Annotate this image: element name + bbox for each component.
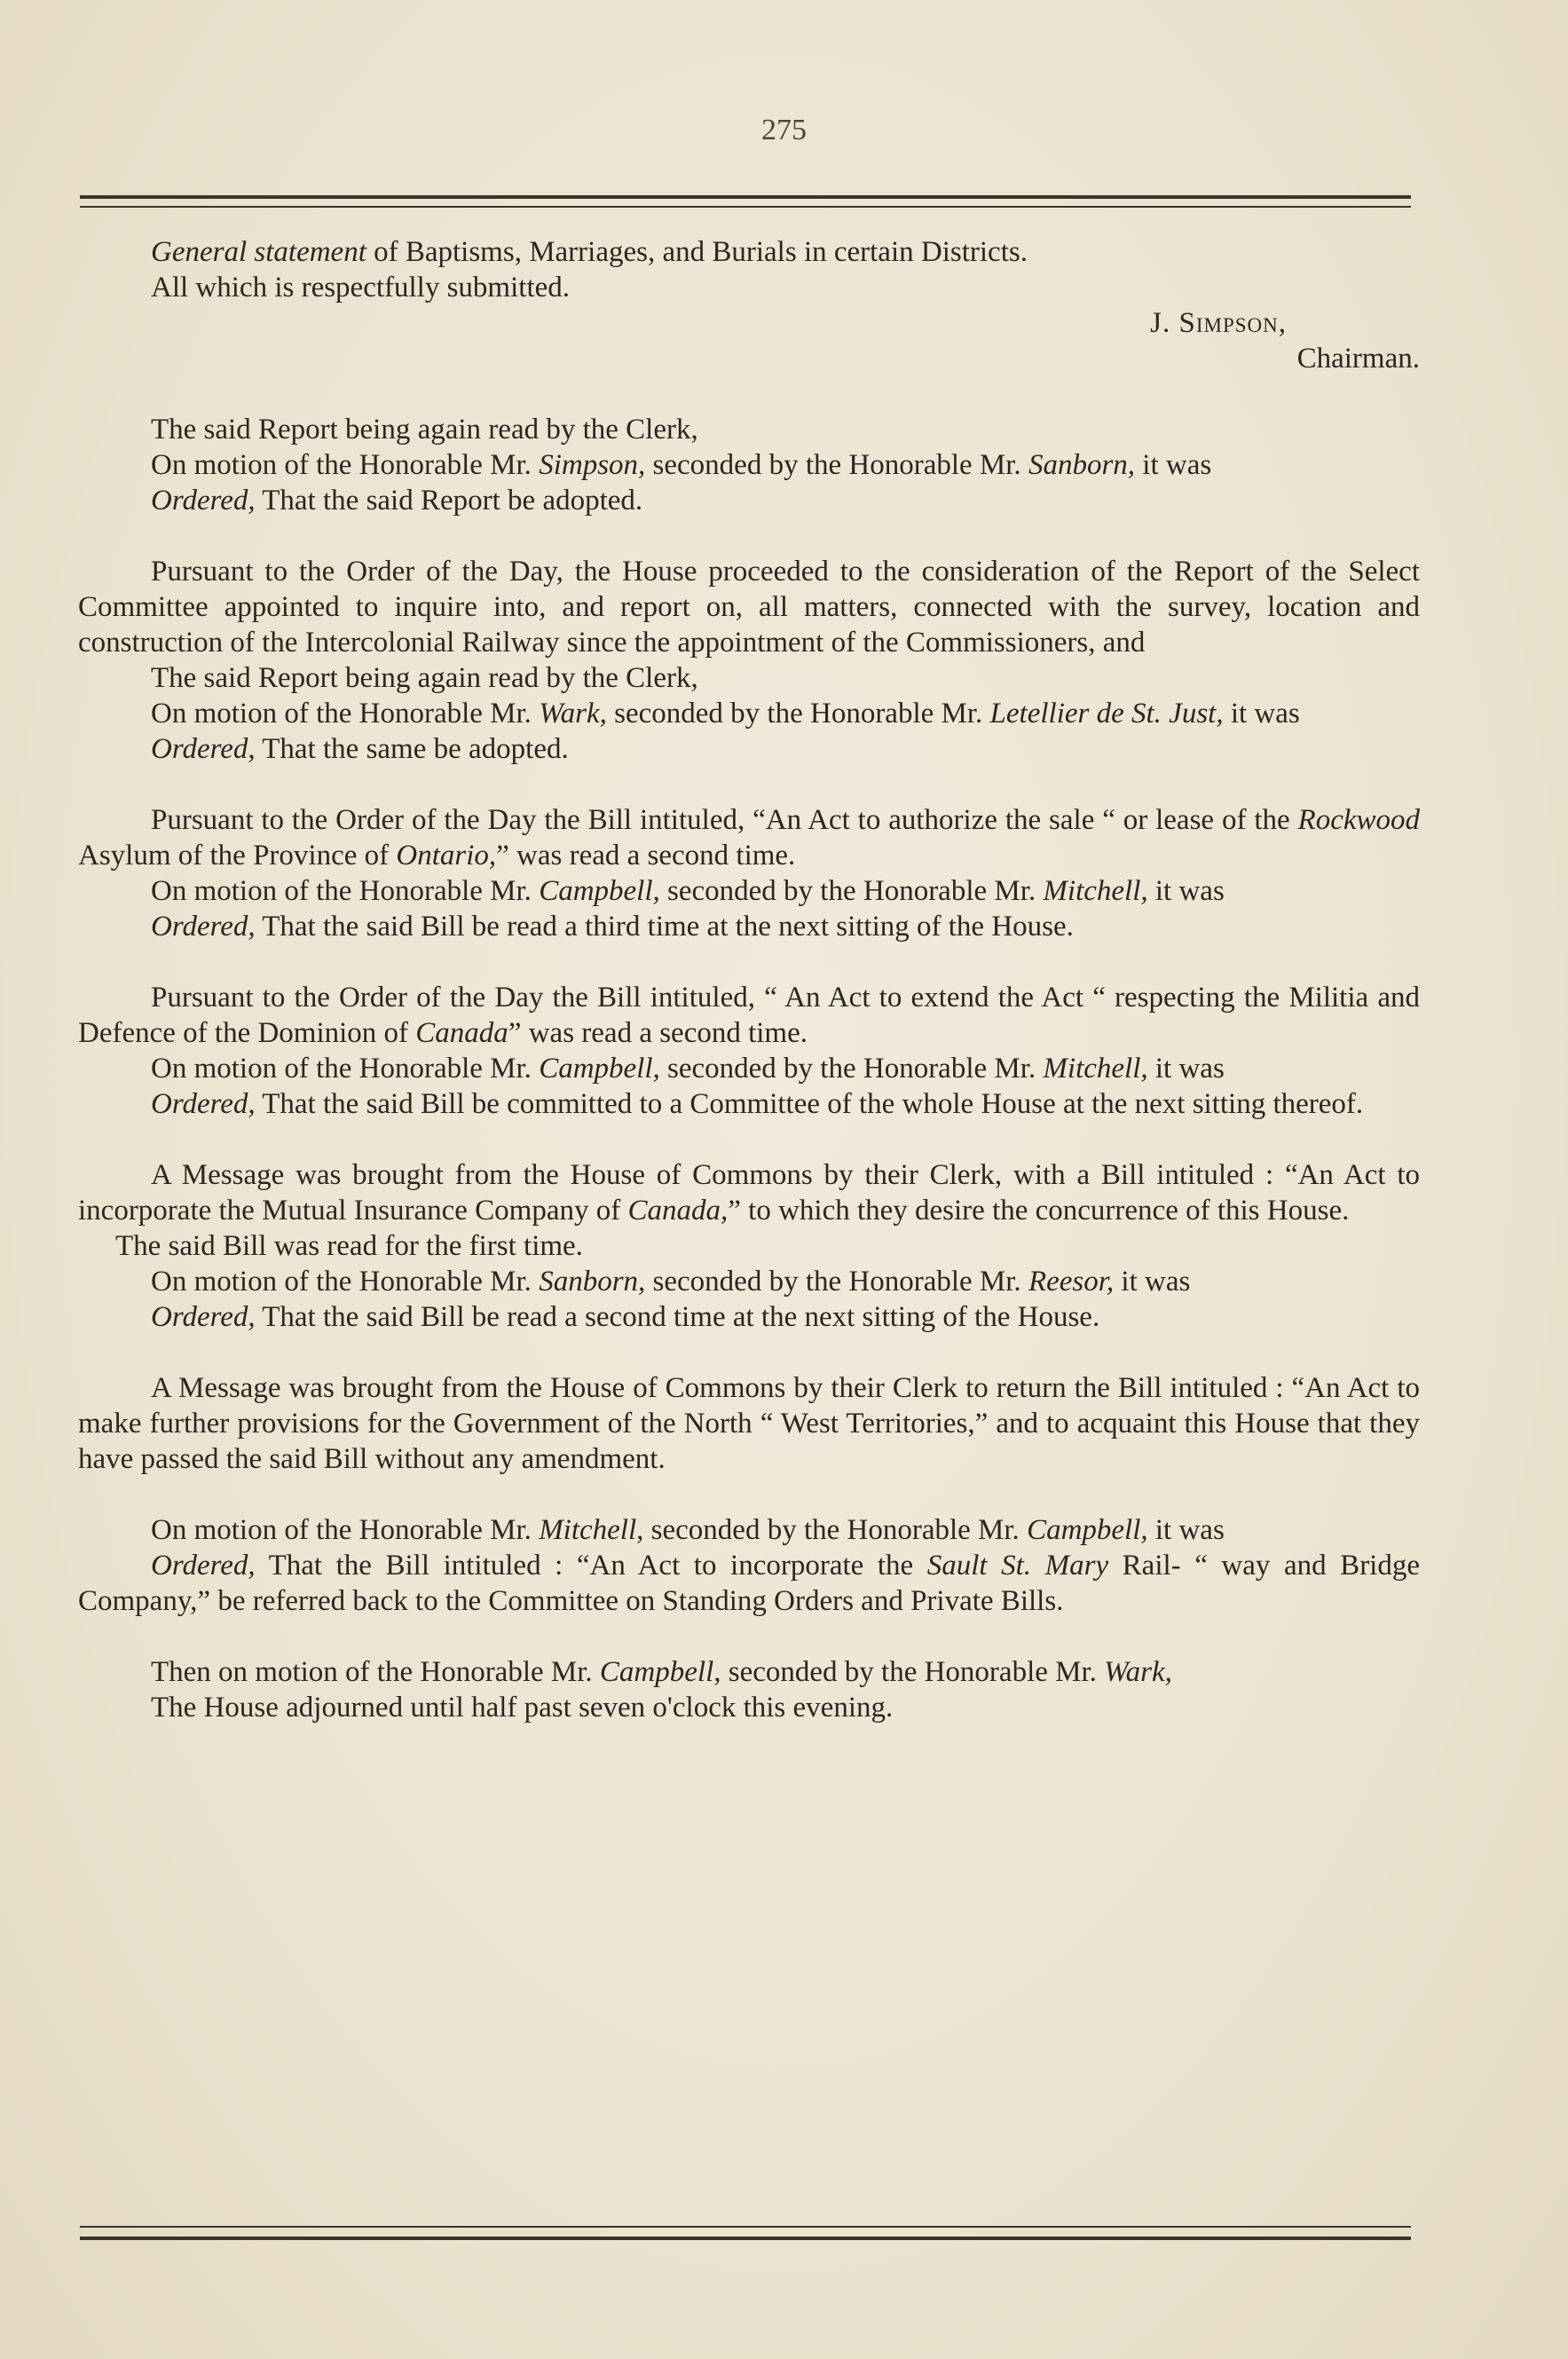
entry-adjournment [78,1654,1420,1725]
top-rule-thin [80,206,1411,208]
signature-title: Chairman. [1296,343,1420,375]
motion-paragraph: On motion of the Honorable Mr. Mitchell, seconded by the Honorable Mr. Campbell, it was [151,1514,1225,1546]
paragraph: The House adjourned until half past seven o'clock this evening. [151,1692,894,1724]
paragraph: A Message was brought from the House of Commons by their Clerk to return the Bill intituled : “An Act to make further provisions for the Government of the North “ West Territories,” and to acquaint this House that they have passed the said Bill without any amendment. [78,1372,1420,1475]
motion-paragraph: On motion of the Honorable Mr. Wark, seconded by the Honorable Mr. Letellier de St. Just, it was [151,698,1300,730]
signature-name: J. Simpson, [1150,307,1287,339]
motion-paragraph: On motion of the Honorable Mr. Campbell, seconded by the Honorable Mr. Mitchell, it was [151,1053,1225,1085]
motion-paragraph: On motion of the Honorable Mr. Campbell, seconded by the Honorable Mr. Mitchell, it was [151,875,1225,907]
paragraph: The said Bill was read for the first time. [115,1230,583,1262]
report-conclusion [78,234,1420,376]
bottom-rule-thin [80,2226,1411,2228]
order-paragraph: Ordered, That the said Bill be read a third time at the next sitting of the House. [151,911,1074,943]
entry-insurance-bill [78,1157,1420,1335]
page-body [78,234,1420,1761]
motion-paragraph: On motion of the Honorable Mr. Sanborn, seconded by the Honorable Mr. Reesor, it was [151,1266,1191,1298]
paragraph: Pursuant to the Order of the Day the Bill intituled, “An Act to authorize the sale “ or lease of the Rockwood Asylum of the Province of Ontario,” was read a second time. [78,804,1420,872]
entry-report-adopted [78,412,1420,518]
order-paragraph: Ordered, That the Bill intituled : “An Act to incorporate the Sault St. Mary Rail- “ way and Bridge Company,” be referred back to the Committee on Standing Orders and Private Bills. [78,1550,1420,1617]
order-paragraph: Ordered, That the said Bill be committed to a Committee of the whole House at the next sitting thereof. [151,1088,1364,1120]
motion-paragraph: On motion of the Honorable Mr. Simpson, seconded by the Honorable Mr. Sanborn, it was [151,449,1212,481]
order-paragraph: Ordered, That the said Bill be read a second time at the next sitting of the House. [151,1301,1100,1333]
paragraph: A Message was brought from the House of Commons by their Clerk, with a Bill intituled : “An Act to incorporate the Mutual Insurance Company of Canada,” to which they desire the concurrence of this House. [78,1159,1420,1227]
page-number: 275 [761,114,807,146]
entry-north-west-bill [78,1370,1420,1477]
top-rule-thick [80,195,1411,199]
motion-paragraph: Then on motion of the Honorable Mr. Campbell, seconded by the Honorable Mr. Wark, [151,1656,1172,1688]
order-paragraph: Ordered, That the said Report be adopted. [151,485,643,517]
paragraph: Pursuant to the Order of the Day the Bill intituled, “ An Act to extend the Act “ respecting the Militia and Defence of the Dominion of Canada” was read a second time. [78,982,1420,1049]
entry-rockwood-bill [78,802,1420,944]
entry-militia-bill [78,980,1420,1122]
order-paragraph: Ordered, That the same be adopted. [151,733,569,765]
paragraph: The said Report being again read by the Clerk, [151,662,698,694]
statement-line: General statement of Baptisms, Marriages, and Burials in certain Districts. [151,236,1028,268]
submission-line: All which is respectfully submitted. [151,272,571,304]
bottom-rule-thick [80,2237,1411,2240]
entry-intercolonial-report [78,554,1420,767]
entry-sault-st-mary-bill [78,1512,1420,1619]
paragraph: Pursuant to the Order of the Day, the House proceeded to the consideration of the Report of the Select Committee appointed to inquire into, and report on, all matters, connected with the survey, location and construction of the Intercolonial Railway since the appointment of the Commissioners, and [78,556,1420,659]
paragraph: The said Report being again read by the Clerk, [151,414,698,446]
